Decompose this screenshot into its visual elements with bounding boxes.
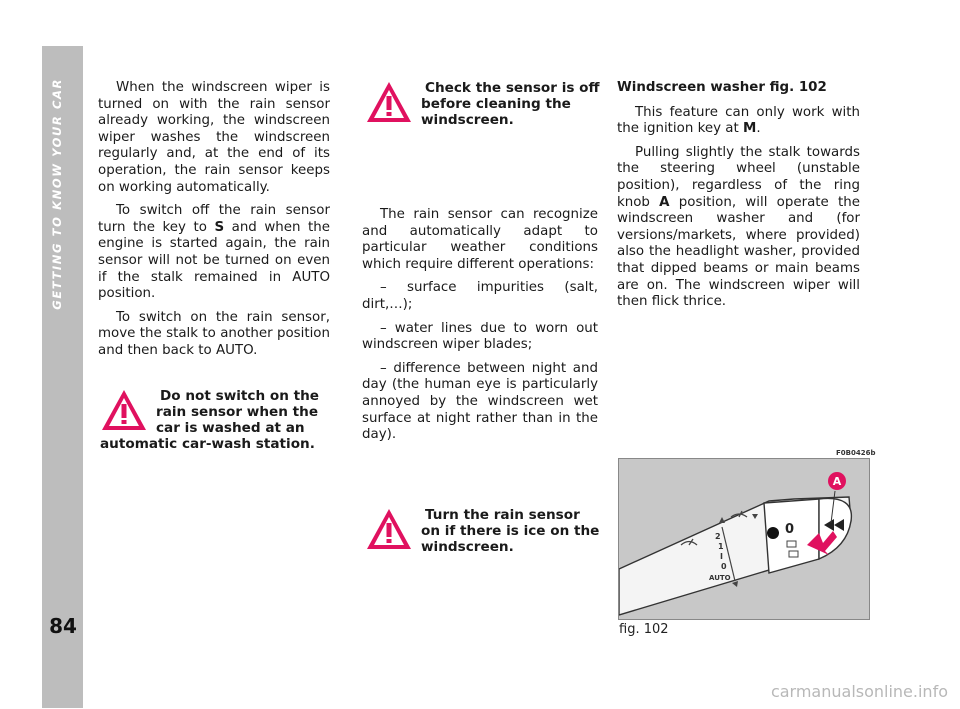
warning-box-car-wash xyxy=(100,388,332,452)
paragraph: To switch on the rain sensor, move the stalk to another position and then back to AUTO. xyxy=(98,309,330,358)
stalk-position-label: 2 xyxy=(715,532,721,541)
warning-text: Check the sensor is off before cleaning the windscreen. xyxy=(421,80,600,128)
section-title: GETTING TO KNOW YOUR CAR xyxy=(50,78,64,310)
page-number: 84 xyxy=(49,614,77,638)
paragraph: To switch off the rain sensor turn the key to S and when the engine is started again, the rain sensor will not be turned on even if the stalk remained in AUTO position. xyxy=(98,203,330,302)
ring-knob-label: A xyxy=(659,194,670,210)
key-position: M xyxy=(742,121,757,137)
stalk-position-label: AUTO xyxy=(709,574,731,582)
paragraph: The rain sensor can recognize and automatically adapt to particular weather conditions which require different operations: xyxy=(362,207,598,272)
column-middle xyxy=(362,207,598,451)
figure-caption: fig. 102 xyxy=(619,622,669,637)
watermark: carmanualsonline.info xyxy=(770,682,948,701)
stalk-position-label: 0 xyxy=(721,562,727,571)
warning-triangle-icon xyxy=(100,388,148,432)
paragraph: This feature can only work with the ignition key at M. xyxy=(617,104,860,137)
stalk-position-label: I xyxy=(720,552,723,561)
column-right xyxy=(617,80,860,318)
figure-wiper-stalk xyxy=(618,458,870,620)
warning-box-cleaning xyxy=(365,80,601,128)
knob-position-label: 0 xyxy=(785,522,795,537)
section-heading: Windscreen washer fig. 102 xyxy=(617,80,827,95)
wiper-stalk-illustration xyxy=(619,459,869,619)
stalk-position-label: 1 xyxy=(718,542,724,551)
list-item: – surface impurities (salt, dirt,…); xyxy=(362,280,598,312)
list-item: – difference between night and day (the human eye is particularly annoyed by the windscreen wet surface at night rather than in the day). xyxy=(362,360,598,443)
warning-text: Turn the rain sensor on if there is ice on the windscreen. xyxy=(421,507,600,555)
warning-text: Do not switch on the rain sensor when the car is washed at an automatic car-wash station. xyxy=(100,388,320,452)
figure-code: F0B0426b xyxy=(836,449,876,457)
column-left xyxy=(98,80,330,367)
warning-triangle-icon xyxy=(365,80,413,124)
warning-triangle-icon xyxy=(365,507,413,551)
callout-label-a: A xyxy=(832,475,842,488)
key-position: S xyxy=(214,219,225,235)
warning-box-ice xyxy=(365,507,601,555)
paragraph: When the windscreen wiper is turned on with the rain sensor already working, the windscreen wiper washes the windscreen regularly and, at the end of its operation, the rain sensor keeps on working automatically. xyxy=(98,80,330,195)
paragraph: Pulling slightly the stalk towards the steering wheel (unstable position), regardless of the ring knob A position, will operate the windscreen washer and (for versions/markets, where provided) also the headlight washer, provided that dipped beams or main beams are on. The windscreen wiper will then flick thrice. xyxy=(617,144,860,310)
list-item: – water lines due to worn out windscreen wiper blades; xyxy=(362,320,598,353)
